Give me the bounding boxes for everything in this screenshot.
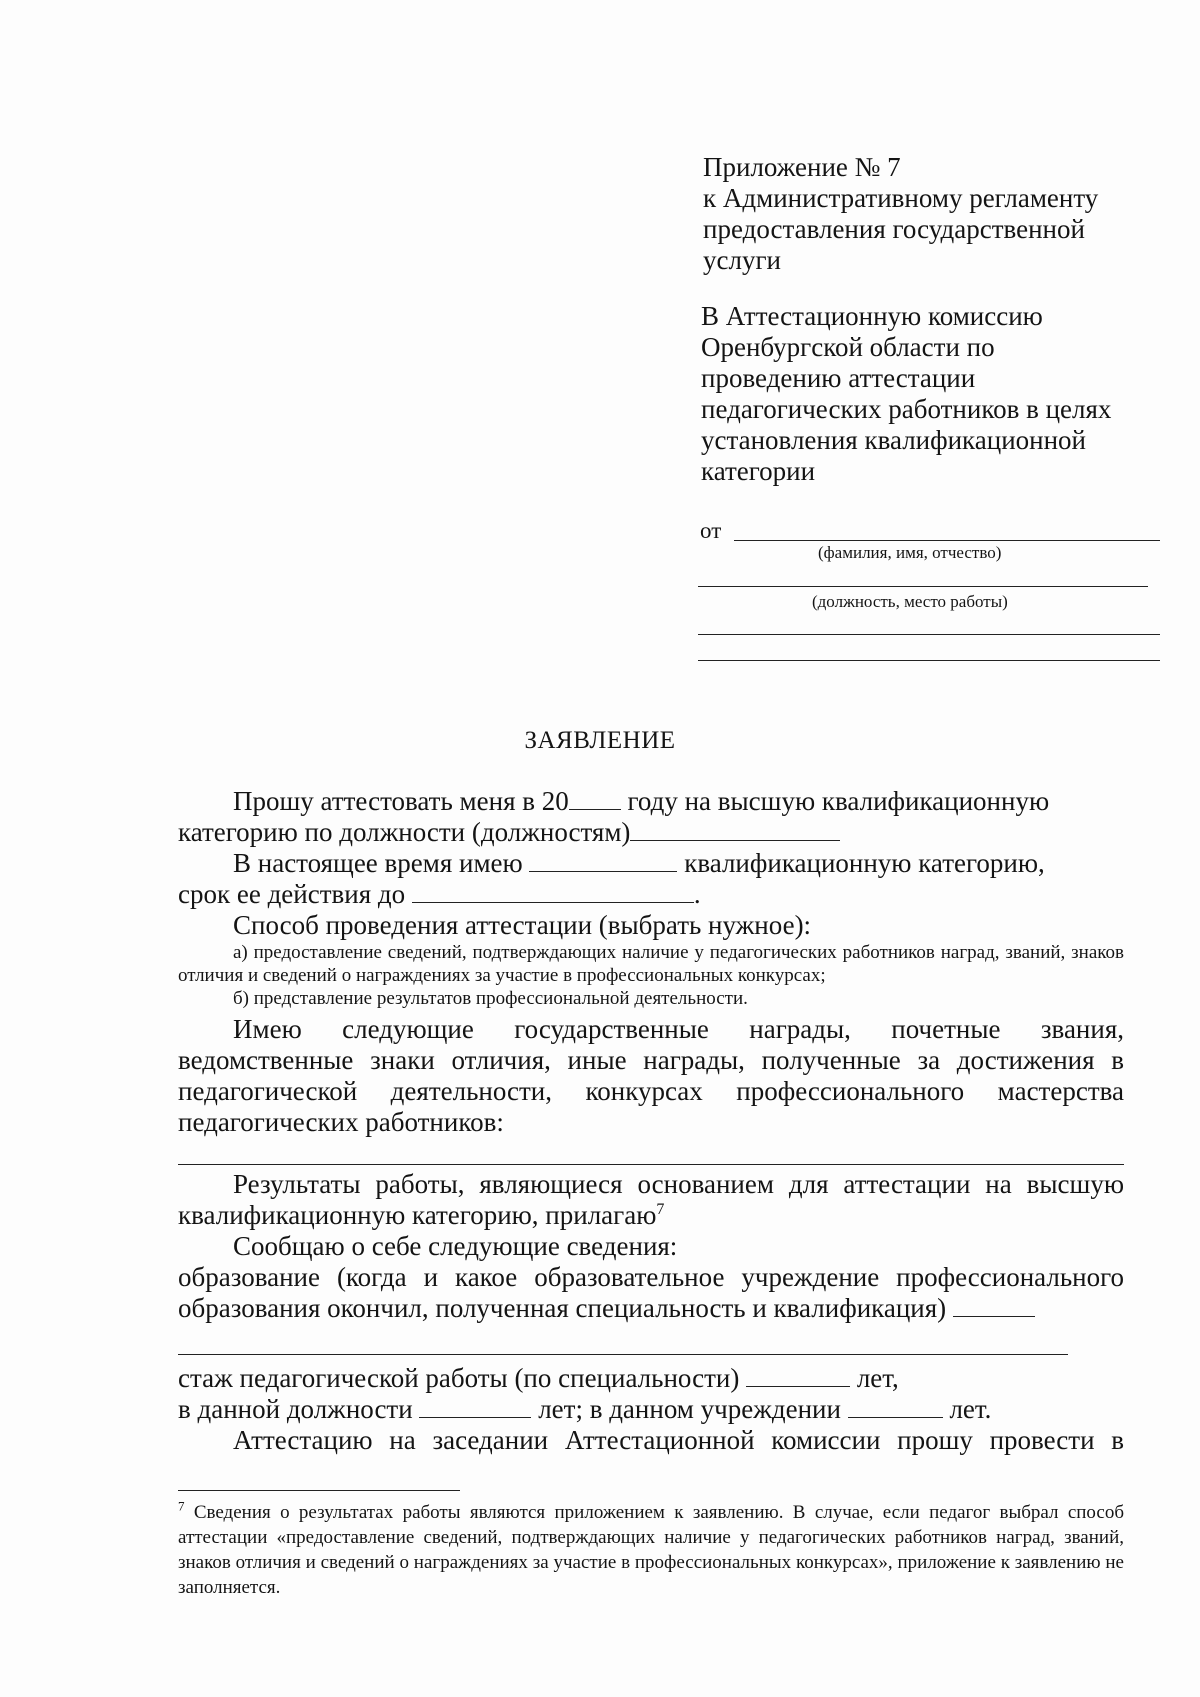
appendix-line: услуги: [703, 245, 781, 275]
footnote-mark: 7: [178, 1498, 185, 1514]
paragraph-awards: Имею следующие государственные награды, почетные звания, ведомственные знаки отличия, иные награды, полученные за достижения в педагогической деятельности, конкурсах профессионального мастерства педагогических работников:: [178, 1014, 1124, 1137]
footnote: [178, 1500, 1124, 1600]
paragraph-education: [178, 1262, 1124, 1324]
institution-years-blank[interactable]: [848, 1397, 943, 1418]
paragraph-current-category-cont: [178, 879, 1124, 910]
education-blank-line[interactable]: [178, 1324, 1068, 1355]
full-name-blank[interactable]: [734, 540, 1160, 541]
text-fragment: образование (когда и какое образовательное учреждение профессионального: [178, 1262, 1124, 1292]
year-blank[interactable]: [569, 789, 621, 810]
recipient-line: Оренбургской области по: [701, 332, 995, 362]
text-fragment: категорию по должности (должностям): [178, 817, 631, 847]
appendix-line: Приложение № 7: [703, 152, 901, 182]
text-fragment: году на высшую квалификационную: [627, 786, 1050, 816]
appendix-header: [703, 152, 1173, 276]
text-fragment: срок ее действия до: [178, 879, 406, 909]
positions-blank[interactable]: [630, 820, 840, 841]
recipient-line: категории: [701, 456, 816, 486]
recipient-line: проведению аттестации: [701, 363, 976, 393]
full-name-hint: (фамилия, имя, отчество): [818, 543, 1002, 562]
paragraph-info: Сообщаю о себе следующие сведения:: [233, 1231, 678, 1261]
text-fragment: Результаты работы, являющиеся основанием для аттестации на высшую квалификационную категорию, прилагаю: [178, 1169, 1124, 1230]
text-fragment: в данной должности: [178, 1394, 413, 1424]
paragraph-experience: [178, 1363, 1124, 1394]
recipient-line: В Аттестационную комиссию: [701, 301, 1043, 331]
position-years-blank[interactable]: [419, 1397, 531, 1418]
text-fragment: В настоящее время имею: [233, 848, 523, 878]
awards-blank[interactable]: [178, 1138, 1124, 1165]
validity-date-blank[interactable]: [412, 882, 694, 903]
from-label: от: [700, 518, 722, 543]
text-fragment: Прошу аттестовать меня в 20: [233, 786, 569, 816]
paragraph-results: [178, 1169, 1124, 1231]
footnote-divider: [178, 1490, 460, 1491]
paragraph-request: [178, 786, 1124, 817]
paragraph-current-category: [178, 848, 1124, 879]
paragraph-position-experience: [178, 1394, 1124, 1425]
text-fragment: квалификационную категорию,: [684, 848, 1045, 878]
recipient-line: педагогических работников в целях: [701, 394, 1112, 424]
footnote-ref: 7: [656, 1201, 665, 1218]
footnote-text: Сведения о результатах работы являются приложением к заявлению. В случае, если педагог выбрал способ аттестации «предоставление сведений, подтверждающих наличие у педагогических работников наград, званий, знаков отличия и сведений о награждениях за участие в профессиональных конкурсах», приложение к заявлению не заполняется.: [178, 1502, 1124, 1598]
text-fragment: Аттестацию на заседании Аттестационной комиссии прошу провести в: [233, 1425, 1124, 1455]
text-fragment: .: [693, 879, 701, 909]
text-fragment: лет.: [949, 1394, 992, 1424]
recipient-line: установления квалификационной: [701, 425, 1087, 455]
position-blank[interactable]: [698, 586, 1148, 587]
current-category-blank[interactable]: [529, 851, 677, 872]
education-blank[interactable]: [953, 1296, 1035, 1317]
document-title: ЗАЯВЛЕНИЕ: [524, 727, 676, 754]
appendix-line: к Административному регламенту: [703, 183, 1099, 213]
text-fragment: стаж педагогической работы (по специальности): [178, 1363, 740, 1393]
option-a: а) предоставление сведений, подтверждающих наличие у педагогических работников наград, званий, знаков отличия и сведений о награждениях за участие в профессиональных конкурсах;: [178, 942, 1124, 986]
appendix-line: предоставления государственной: [703, 214, 1085, 244]
paragraph-method: Способ проведения аттестации (выбрать нужное):: [233, 910, 812, 940]
paragraph-meeting: [178, 1425, 1124, 1456]
recipient-block: [701, 301, 1181, 487]
paragraph-request-cont: [178, 817, 1124, 848]
text-fragment: образования окончил, полученная специальность и квалификация): [178, 1293, 947, 1323]
option-b: б) представление результатов профессиональной деятельности.: [233, 988, 748, 1009]
statement-body: [178, 786, 1124, 1456]
position-hint: (должность, место работы): [812, 592, 1008, 611]
extra-blank-line[interactable]: [698, 660, 1160, 661]
extra-blank-line[interactable]: [698, 634, 1160, 635]
text-fragment: лет; в данном учреждении: [538, 1394, 841, 1424]
experience-blank[interactable]: [746, 1366, 850, 1387]
text-fragment: лет,: [856, 1363, 899, 1393]
